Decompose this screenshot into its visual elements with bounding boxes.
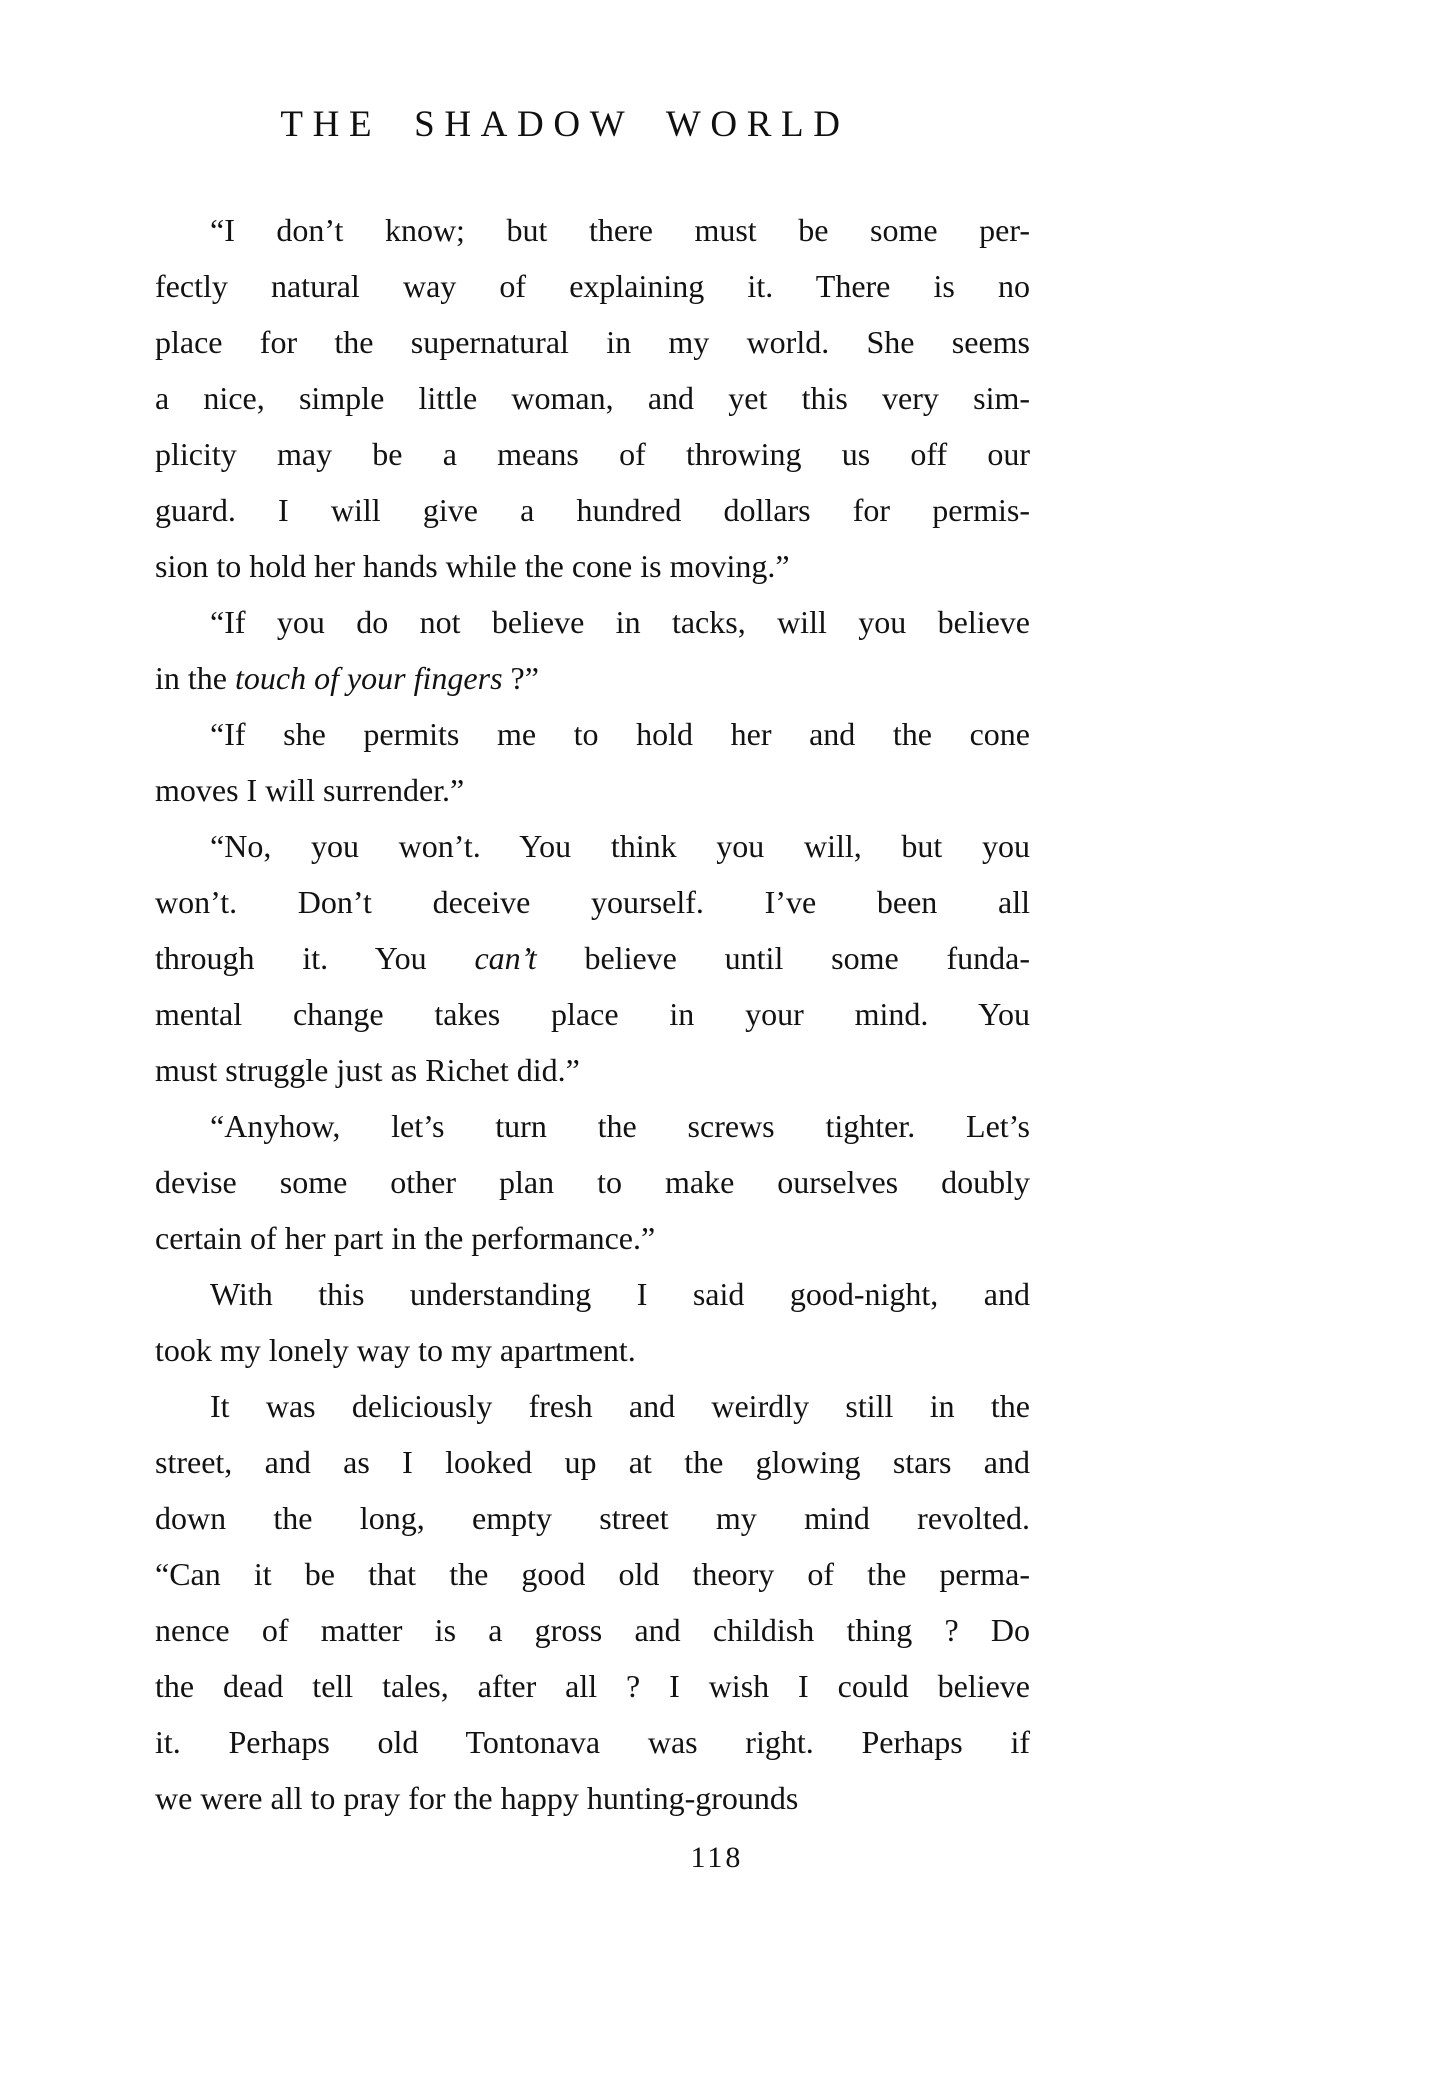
paragraph [155,594,1030,706]
paragraph [155,706,1030,818]
text-block [155,202,1030,1826]
paragraph [155,1098,1030,1266]
text-line: “I don’t know; but there must be some per- [210,212,1030,248]
paragraph [155,1266,1030,1378]
text-line: sion to hold her hands while the cone is moving.” [155,548,790,584]
text-line: plicity may be a means of throwing us off our [155,436,1030,472]
text-line: devise some other plan to make ourselves doubly [155,1164,1030,1200]
text-line: “If she permits me to hold her and the cone [210,716,1030,752]
text-line: fectly natural way of explaining it. There is no [155,268,1030,304]
text-line: moves I will surrender.” [155,772,465,808]
paragraph [155,1378,1030,1826]
text-line: must struggle just as Richet did.” [155,1052,580,1088]
paragraph [155,818,1030,1098]
text-line: “Can it be that the good old theory of the perma- [155,1556,1030,1592]
text-line: won’t. Don’t deceive yourself. I’ve been all [155,884,1030,920]
text-line: through it. You can’t believe until some funda- [155,940,1031,976]
text-line: street, and as I looked up at the glowing stars and [155,1444,1030,1480]
text-line: “No, you won’t. You think you will, but you [210,828,1030,864]
text-line: “If you do not believe in tacks, will you believe [210,604,1030,640]
text-line: down the long, empty street my mind revolted. [155,1500,1030,1536]
page-number: 118 [690,1841,744,1874]
text-line: It was deliciously fresh and weirdly still in the [210,1388,1030,1424]
text-line: With this understanding I said good-night, and [210,1276,1030,1312]
text-line: place for the supernatural in my world. She seems [155,324,1030,360]
text-line: “Anyhow, let’s turn the screws tighter. Let’s [210,1108,1030,1144]
text-line: a nice, simple little woman, and yet this very sim- [155,380,1030,416]
running-title: THE SHADOW WORLD [280,104,850,145]
text-line: certain of her part in the performance.” [155,1220,656,1256]
text-line: in the touch of your fingers ?” [155,660,539,696]
paragraph [155,202,1030,594]
text-line: it. Perhaps old Tontonava was right. Perhaps if [155,1724,1030,1760]
text-line: took my lonely way to my apartment. [155,1332,636,1368]
text-line: we were all to pray for the happy hunting-grounds [155,1780,799,1816]
text-line: nence of matter is a gross and childish thing ? Do [155,1612,1030,1648]
text-line: mental change takes place in your mind. You [155,996,1030,1032]
text-line: guard. I will give a hundred dollars for permis- [155,492,1030,528]
text-line: the dead tell tales, after all ? I wish I could believe [155,1668,1030,1704]
